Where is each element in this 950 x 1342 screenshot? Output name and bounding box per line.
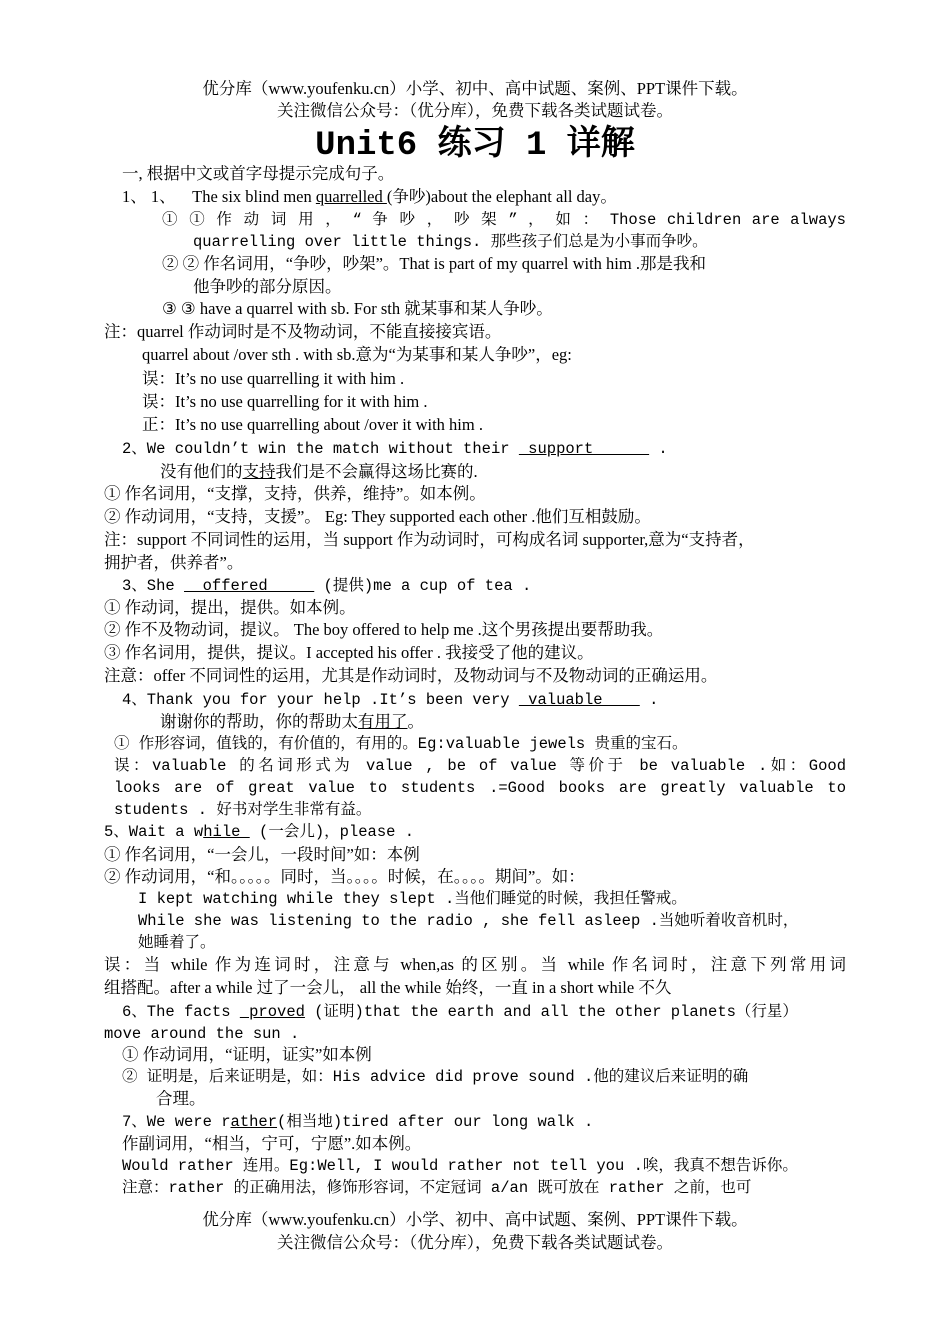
note-line: 注：quarrel 作动词时是不及物动词，不能直接接宾语。	[104, 322, 502, 341]
note-line: 拥护者，供养者”。	[104, 553, 244, 572]
question-text: (证明)that the earth and all the other planets（行星）	[304, 1003, 798, 1021]
note-line: 误：当 while 作为连词时，注意与 when,as 的区别。当 while 作名词时，注意下列常用词	[104, 955, 846, 974]
note-line: Would rather 连用。Eg:Well, I would rather not tell you .唉，我真不想告诉你。	[122, 1157, 798, 1175]
note-line: students . 好书对学生非常有益。	[114, 801, 372, 819]
translation-line	[160, 711, 424, 733]
note-line: ② ② 作名词用，“争吵，吵架”。That is part of my quarrel with him .那是我和	[162, 254, 706, 273]
example-line: 她睡着了。	[138, 934, 216, 952]
page-title: Unit6 练习 1 详解	[315, 127, 635, 165]
example-line: While she was listening to the radio , she fell asleep .当她听着收音机时，	[138, 912, 799, 930]
question-text: 7、We were r	[122, 1113, 231, 1131]
translation-underlined: 支持	[242, 462, 276, 481]
note-line: ① 作名词用，“支撑，支持，供养，维持”。如本例。	[104, 484, 486, 503]
translation-text: 我们是不会赢得这场比赛的.	[275, 462, 478, 481]
question-text: 6、The facts	[122, 1003, 240, 1021]
question-4	[122, 689, 658, 711]
question-text: 5、Wait a w	[104, 823, 204, 841]
question-6	[122, 1001, 798, 1023]
footer-line-2: 关注微信公众号：（优分库），免费下载各类试题试卷。	[277, 1233, 673, 1252]
question-3	[122, 575, 531, 597]
note-line: 合理。	[156, 1089, 206, 1108]
answer-blank: ather	[230, 1113, 278, 1131]
note-line: ② 作动词用，“和。。。。。同时，当。。。。时候，在。。。。期间”。如：	[104, 867, 585, 886]
note-line: 注：support 不同词性的运用，当 support 作为动词时，可构成名词 supporter,意为“支持者，	[104, 530, 755, 549]
question-text: move around the sun .	[104, 1025, 300, 1043]
note-line: 注意：offer 不同词性的运用，尤其是作动词时，及物动词与不及物动词的正确运用。	[104, 666, 718, 685]
note-line: 作副词用，“相当，宁可，宁愿”.如本例。	[122, 1134, 422, 1153]
example-line: 误：It’s no use quarrelling it with him .	[142, 369, 405, 388]
question-7	[122, 1111, 593, 1133]
note-line: ① 作名词用，“一会儿，一段时间”如：本例	[104, 845, 420, 864]
answer-blank: support	[518, 440, 650, 458]
note-line: 他争吵的部分原因。	[193, 277, 342, 296]
question-text: .	[639, 691, 659, 709]
note-line: ③ ③ have a quarrel with sb. For sth 就某事和某人争吵。	[162, 299, 553, 318]
question-2	[122, 438, 668, 460]
answer-blank: proved	[239, 1003, 305, 1021]
example-line: 误：It’s no use quarrelling for it with him .	[142, 392, 428, 411]
translation-text: 。	[407, 712, 424, 731]
example-line: 正：It’s no use quarrelling about /over it with him .	[142, 415, 483, 434]
footer-line-1: 优分库（www.youfenku.cn）小学、初中、高中试题、案例、PPT课件下载。	[202, 1210, 748, 1229]
question-text: .	[649, 440, 668, 458]
question-text: The six blind men	[192, 187, 316, 206]
note-line: ① 作动词，提出，提供。如本例。	[104, 598, 356, 617]
header-line-2: 关注微信公众号：（优分库），免费下载各类试题试卷。	[277, 101, 673, 120]
answer-blank: hile	[203, 823, 250, 841]
question-text: (争吵)about the elephant all day。	[386, 187, 617, 206]
note-line: ② 作动词用，“支持，支援”。 Eg: They supported each other .他们互相鼓励。	[104, 507, 651, 526]
note-line: 注意：rather 的正确用法，修饰形容词，不定冠词 a/an 既可放在 rather 之前，也可	[122, 1179, 752, 1197]
question-text: 3、She	[122, 577, 185, 595]
question-text: (相当地)tired after our long walk .	[277, 1113, 594, 1131]
question-text: 4、Thank you for your help .It’s been very	[122, 691, 519, 709]
translation-line	[160, 461, 478, 483]
example-line: I kept watching while they slept .当他们睡觉的时候，我担任警戒。	[138, 890, 687, 908]
answer-blank: offered	[184, 577, 315, 595]
translation-text: 没有他们的	[160, 462, 243, 481]
translation-text: 谢谢你的帮助，你的帮助太	[160, 712, 358, 731]
note-line: ③ 作名词用，提供，提议。I accepted his offer . 我接受了他的建议。	[104, 643, 594, 662]
note-line: ① 作形容词，值钱的，有价值的，有用的。Eg:valuable jewels 贵重的宝石。	[114, 735, 688, 753]
answer-blank: valuable	[518, 691, 640, 709]
section-heading: 一, 根据中文或首字母提示完成句子。	[122, 164, 395, 183]
note-line: looks are of great value to students .=Good books are greatly valuable to	[114, 779, 846, 797]
question-text: (提供)me a cup of tea .	[314, 577, 532, 595]
header-line-1: 优分库（www.youfenku.cn）小学、初中、高中试题、案例、PPT课件下载。	[202, 79, 748, 98]
question-1	[122, 186, 617, 208]
note-line: 组搭配。after a while 过了一会儿， all the while 始终，一直 in a short while 不久	[104, 978, 672, 997]
question-text: (一会儿)，please .	[249, 823, 415, 841]
note-line: ① ① 作 动 词 用 ， “ 争 吵 ， 吵 架 ” ， 如 ： Those children are always	[162, 211, 846, 229]
note-line: quarrelling over little things. 那些孩子们总是为小事而争吵。	[193, 233, 708, 251]
note-line: 误：valuable 的名词形式为 value , be of value 等价于 be valuable .如：Good	[114, 757, 846, 775]
translation-underlined: 有用了	[358, 712, 408, 731]
question-5	[104, 821, 414, 843]
note-line: ② 证明是，后来证明是，如：His advice did prove sound .他的建议后来证明的确	[122, 1068, 749, 1086]
note-line: ② 作不及物动词，提议。 The boy offered to help me .这个男孩提出要帮助我。	[104, 620, 664, 639]
note-line: ① 作动词用，“证明，证实”如本例	[122, 1045, 372, 1064]
answer-blank: quarrelled	[315, 187, 387, 206]
note-line: quarrel about /over sth . with sb.意为“为某事和某人争吵”，eg:	[142, 345, 572, 364]
question-number: 1、 1、	[122, 187, 176, 206]
question-text: 2、We couldn’t win the match without their	[122, 440, 519, 458]
